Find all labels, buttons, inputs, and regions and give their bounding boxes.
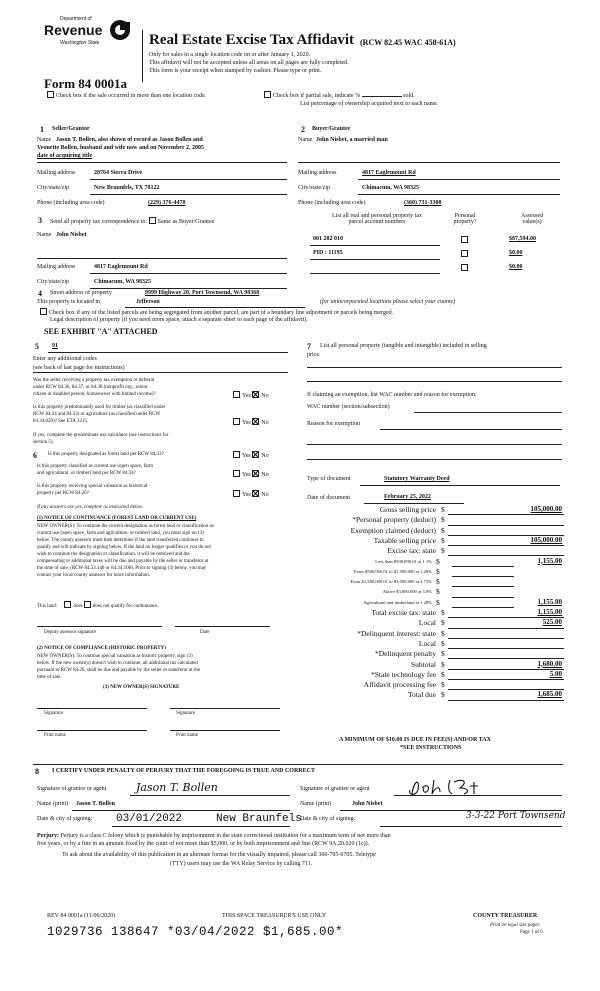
- yes-checkbox[interactable]: [233, 451, 240, 458]
- dollar-sign: $: [436, 566, 440, 576]
- dollar-sign: $: [441, 690, 445, 700]
- sec3-city-label: City/state/zip: [37, 279, 69, 285]
- tax-row-label: Total excise tax: state: [371, 608, 436, 617]
- seller-heading: Seller/Grantor: [52, 126, 90, 132]
- exemption-label: If claiming an exemption, list WAC number and reason for exemption.: [307, 392, 477, 398]
- form-title-ref: (RCW 82.45 WAC 458-61A): [360, 38, 456, 47]
- grantor-signature-label: Signature of grantor or agent: [37, 786, 107, 792]
- located-note: (for unincorporated locations please select your county): [320, 299, 456, 305]
- tax-row-label: *State technology fee: [371, 669, 436, 679]
- q-timber-answer[interactable]: Yes No: [233, 418, 269, 426]
- yes-checkbox[interactable]: [233, 490, 240, 497]
- located-county: Jefferson: [136, 299, 160, 305]
- multi-location-check[interactable]: Check box if the sale occurred in more than one location code.: [47, 91, 206, 99]
- minimum-fee-note: A MINIMUM OF $10.00 IS DUE IN FEE(S) AND/OR TAX: [339, 737, 491, 743]
- tax-row: [300, 649, 564, 659]
- grantor-date: 03/01/2022: [116, 813, 183, 825]
- personal-property-checkbox[interactable]: [461, 250, 470, 258]
- new-owner-signature-title: (3) NEW OWNER(S) SIGNATURE: [103, 685, 180, 690]
- tax-row: [300, 536, 564, 546]
- section-1-number: 1: [40, 125, 44, 134]
- tax-row: [300, 690, 564, 700]
- county-treasurer: COUNTY TREASURER: [473, 913, 538, 919]
- dollar-sign: $: [441, 628, 445, 638]
- new-owner-signature-label: Signature: [44, 711, 64, 716]
- tax-row: [300, 629, 564, 639]
- assessed-value: $87,594.00: [509, 236, 536, 242]
- personal-property-checkbox[interactable]: [461, 236, 470, 244]
- print-legal-note: Print on legal size paper.: [490, 923, 541, 928]
- tax-row-value: 5.00: [549, 669, 562, 678]
- dollar-sign: $: [441, 535, 445, 545]
- grantor-signature: Jason T. Bollen: [136, 781, 218, 794]
- grantee-signature-label: Signature of grantee or agent: [300, 786, 370, 792]
- buyer-name-label: Name: [298, 137, 313, 143]
- tax-correspondence: Send all property tax correspondence to: Same as Buyer/Grantee: [50, 219, 215, 225]
- seller-name-3: date of acquiring title: [37, 153, 93, 159]
- tax-row: [300, 567, 564, 577]
- segregation-check[interactable]: Check box if any of the listed parcels are being segregated from another parcel, are part of a boundary line adjustment or parcels being merged.: [40, 308, 393, 316]
- buyer-phone-label: Phone (including area code): [298, 200, 366, 206]
- header-note-1: Only for sales in a single location code on or after January 1, 2020.: [149, 52, 311, 58]
- tax-row-label: Subtotal: [410, 659, 436, 669]
- doc-type-label: Type of document: [307, 476, 351, 482]
- tax-row: [300, 680, 564, 690]
- seller-mail: 28764 Sierra Drive: [94, 170, 143, 176]
- tax-row-value: 525.00: [542, 618, 562, 627]
- tax-row-value: 1,155.00: [537, 608, 562, 616]
- tax-row: [300, 505, 564, 515]
- dollar-sign: $: [436, 587, 440, 597]
- dollar-sign: $: [436, 556, 440, 566]
- buyer-heading: Buyer/Grantee: [312, 126, 351, 132]
- section-8-number: 8: [35, 767, 39, 776]
- buyer-city-label: City/state/zip: [298, 185, 330, 191]
- yes-checkbox[interactable]: [233, 391, 240, 398]
- header-note-2: This affidavit will not be accepted unless all areas on all pages are fully completed.: [149, 60, 349, 66]
- section-7-number: 7: [307, 342, 311, 351]
- exhibit-text: SEE EXHIBIT "A" ATTACHED: [44, 327, 158, 336]
- tax-row-label: Less than $500,000.01 at 1.1%: [375, 558, 432, 564]
- checkbox-icon[interactable]: [264, 91, 271, 98]
- q-forest-answer[interactable]: Yes No: [233, 451, 269, 459]
- reason-label: Reason for exemption: [307, 421, 360, 427]
- page-number: Page 1 of 6: [520, 930, 543, 935]
- does-checkbox[interactable]: [64, 601, 71, 608]
- grantor-date-label: Date & city of signing:: [37, 816, 93, 822]
- deputy-signature-label: Deputy assessor signature: [44, 630, 96, 635]
- tax-row-label: Exemption claimed (deduct): [350, 525, 436, 535]
- section-3-number: 3: [38, 216, 42, 225]
- tax-row-label: Agricultural and timberland at 1.28%: [363, 599, 432, 605]
- tax-row: [300, 670, 564, 680]
- seller-phone-label: Phone (including area code): [37, 200, 105, 206]
- treasurer-use: THIS SPACE TREASURER'S USE ONLY: [222, 913, 327, 919]
- parcel-number: 001 282 010: [313, 236, 343, 242]
- notice-compliance-text: NEW OWNER(S): To continue special valuation as historic property, sign (3) below. If the new owner(s) doesn't wish to continue, all additional tax calculated pursuant to RCW 84.26, shall be due and payable by the seller or transferor at the time of sale.: [37, 654, 201, 680]
- tax-row-label: Above $3,000,000 at 3.0%: [382, 589, 432, 595]
- certify-statement: I CERTIFY UNDER PENALTY OF PERJURY THAT THE FOREGOING IS TRUE AND CORRECT: [52, 768, 315, 774]
- if-yes-note: If any answers are yes, complete as instructed below.: [37, 505, 144, 510]
- buyer-name: John Nisbet, a married man: [316, 137, 388, 143]
- grantor-name: Jason T. Bollen: [76, 801, 115, 807]
- q-forest: Is this property designated as forest land per RCW 84.33?: [48, 452, 164, 457]
- see-instructions: *SEE INSTRUCTIONS: [400, 745, 462, 751]
- parcel-header-2: Personal property?: [453, 213, 477, 225]
- buyer-city: Chimacum, WA 98325: [362, 185, 420, 191]
- availability-notice: To ask about the availability of this publication in an alternate format for the visually impaired, please call 360-705-6705. Teletype (TTY) users may use the WA Relay Service by calling 711.: [62, 852, 376, 867]
- checkbox-icon[interactable]: [40, 308, 47, 315]
- q-timber: Is this property predominantly used for timber (as classified under RCW 84.34 and 84.33) or agriculture (as classified under RCW 84.34.020)? See ETA 3215.: [33, 405, 166, 424]
- seller-city: New Braunfels, TX 78122: [94, 185, 160, 191]
- grantee-date-label: Date & city of signing:: [300, 816, 356, 822]
- tax-row-value: 1,155.00: [537, 597, 562, 606]
- seller-city-label: City/state/zip: [37, 185, 69, 191]
- parcel-number: PID : 11195: [313, 250, 343, 256]
- location-code: 91: [52, 343, 58, 349]
- tax-row-label: Total due: [407, 690, 436, 700]
- tax-row: [300, 587, 564, 597]
- tax-row-label: Taxable selling price: [373, 535, 436, 545]
- tax-row: [300, 660, 564, 670]
- perjury-notice: Perjury: Perjury is a class C felony which is punishable by imprisonment in the state correctional institution for a maximum term of not more than five years, or by a fine in an amount fixed by the court of not more than $5,000, or by both imprisonment and fine (RCW 9A.20.020 (1c)).: [37, 833, 391, 847]
- dollar-sign: $: [441, 515, 445, 525]
- dollar-sign: $: [441, 669, 445, 679]
- sec3-name-label: Name: [37, 232, 52, 238]
- treasurer-stamp: 1029736 138647 *03/04/2022 $1,685.00*: [47, 925, 344, 939]
- dollar-sign: $: [441, 649, 445, 659]
- tax-row: [300, 515, 564, 525]
- revenue-logo-icon: [110, 20, 130, 40]
- notice-continuance-text: NEW OWNER(S): To continue the current designation as forest land or classification as current use (open space, farm and agriculture, or timber) land, you must sign on (3) below. The county assessor must then determine if the land transferred continues to qualify and will indicate by signing below. If the land no longer qualifies or you do not wish to continue the designation or classification, it will be removed and the compensating or additional taxes will be due and payable by the seller or transferor at the time of sale. (RCW 84.33.140 or 84.34.108). Prior to signing (3) below, you may contact your local county assessor for more information.: [37, 524, 214, 578]
- q-predominate: If yes, complete the predominate use calculator (see instructions for section 5).: [33, 433, 169, 445]
- seller-name: Jason T. Bollen, also shown of record as Jason Bollen and: [56, 137, 203, 143]
- tax-row: [300, 577, 564, 587]
- dollar-sign: $: [436, 577, 440, 587]
- yes-checkbox[interactable]: [233, 418, 240, 425]
- no-checkbox[interactable]: [252, 391, 259, 398]
- sec3-name: John Nisbet: [56, 232, 87, 238]
- tax-row: [300, 598, 564, 608]
- section-2-number: 2: [301, 125, 305, 134]
- q-exemption: Was the seller receiving a property tax exemption or deferral under RCW 84.36, 84.37, or 84.38 (nonprofit org., senior citizen or disabled person, homeowner with limited income)?: [33, 378, 156, 397]
- tax-row-value: 1,685.00: [537, 690, 562, 699]
- dollar-sign: $: [441, 638, 445, 648]
- deputy-date-label: Date: [200, 630, 210, 635]
- tax-row-label: Excise tax: state: [387, 546, 436, 556]
- q-historic-answer[interactable]: Yes No: [233, 490, 269, 498]
- no-checkbox[interactable]: [252, 470, 259, 477]
- tax-row-label: Local: [418, 618, 436, 628]
- legal-description-label: Legal description of property (if you need more space, attach a separate sheet to each page of the affidavit).: [50, 317, 308, 323]
- sec3-mail-label: Mailing address: [37, 264, 76, 270]
- see-back-note: (see back of last page for instructions): [33, 365, 125, 371]
- grantee-date-city: 3-3-22 Port Townsend: [466, 811, 566, 821]
- no-checkbox[interactable]: [252, 418, 259, 425]
- tax-row-label: *Delinquent penalty: [374, 649, 436, 659]
- section-4-number: 4: [38, 289, 42, 298]
- street-address: 9999 Highway 20, Port Townsend, WA 98368: [145, 290, 260, 296]
- tax-row: [300, 557, 564, 567]
- street-address-label: Street address of property: [50, 290, 112, 296]
- assessed-value: $0.00: [509, 250, 523, 256]
- new-owner-signature-label: Signature: [176, 711, 196, 716]
- q-historic: Is this property receiving special valuation as historical property per RCW 84.26?: [37, 484, 148, 496]
- parcel-header-3: Assessed value(s): [521, 213, 543, 225]
- seller-mail-label: Mailing address: [37, 170, 76, 176]
- tax-row-label: *Delinquent interest: state: [357, 628, 436, 638]
- assessed-value: $0.00: [509, 264, 523, 270]
- personal-property-label: List all personal property (tangible and intangible) included in selling: [320, 343, 487, 349]
- notice-compliance-title: (2) NOTICE OF COMPLIANCE (HISTORIC PROPERTY): [37, 646, 166, 651]
- tax-row-value: 105,000.00: [530, 505, 562, 513]
- dollar-sign: $: [441, 659, 445, 669]
- q-current-use-answer[interactable]: Yes No: [233, 470, 269, 478]
- dept-state: Washington State: [60, 40, 100, 46]
- form-revision: REV 84 0001a (11/06/2020): [47, 913, 116, 919]
- buyer-phone: (360) 731-3308: [404, 200, 442, 206]
- print-name-label: Print name: [44, 733, 66, 738]
- section-5-number: 5: [35, 342, 39, 351]
- personal-property-label-2: price.: [307, 352, 321, 358]
- tax-row-label: Local: [418, 638, 436, 648]
- tax-row: [300, 618, 564, 628]
- doc-type: Statutory Warranty Deed: [384, 476, 450, 482]
- dept-line1: Department of: [60, 16, 92, 22]
- this-land-choice: This land: does does not qualify for continuance.: [37, 601, 159, 609]
- dept-revenue: Revenue: [44, 22, 103, 38]
- tax-row-label: Gross selling price: [379, 505, 436, 514]
- section-6-number: 6: [33, 451, 37, 460]
- sec3-mail: 4817 Eaglemount Rd: [94, 264, 148, 270]
- additional-codes-label: Enter any additional codes: [33, 356, 97, 362]
- tax-row-value: 1,680.00: [537, 659, 562, 668]
- q-current-use: Is this property classified as current use (open space, farm and agricultural, or timber) land per RCW 84.34?: [37, 464, 154, 476]
- dollar-sign: $: [441, 505, 445, 514]
- seller-phone: (229) 376-4470: [148, 200, 186, 206]
- same-as-buyer-checkbox[interactable]: [149, 217, 156, 224]
- dollar-sign: $: [441, 608, 445, 617]
- header-note-3: This form is your receipt when stamped by cashier. Please type or print.: [149, 68, 322, 74]
- buyer-mail: 4817 Eaglemount Rd: [362, 170, 416, 176]
- wac-label: WAC number (section/subsection): [307, 404, 390, 410]
- doc-date-label: Date of document: [307, 495, 350, 501]
- tax-row-label: From $500,000.01 to $1,500,000 at 1.28%: [353, 568, 432, 574]
- doc-date: February 25, 2022: [384, 494, 431, 500]
- dollar-sign: $: [441, 618, 445, 628]
- department-logo: [44, 16, 136, 62]
- tax-row: [300, 526, 564, 536]
- tax-row: [300, 546, 564, 556]
- dollar-sign: $: [441, 680, 445, 690]
- no-checkbox[interactable]: [252, 490, 259, 497]
- dollar-sign: $: [441, 525, 445, 535]
- q-exemption-answer[interactable]: Yes No: [233, 391, 269, 399]
- grantee-name-label: Name (print): [300, 801, 332, 807]
- grantor-city: New Braunfels: [216, 813, 302, 825]
- tax-row-label: Affidavit processing fee: [363, 680, 436, 690]
- sec3-city: Chimacum, WA 98325: [94, 279, 152, 285]
- ownership-note: List percentage of ownership acquired next to each name.: [300, 101, 439, 107]
- tax-row-value: 1,155.00: [537, 556, 562, 565]
- dollar-sign: $: [441, 546, 445, 556]
- print-name-label: Print name: [176, 733, 198, 738]
- form-number: Form 84 0001a: [44, 76, 128, 91]
- buyer-mail-label: Mailing address: [298, 170, 337, 176]
- tax-row-value: 105,000.00: [530, 535, 562, 544]
- seller-name-label: Name: [37, 137, 52, 143]
- grantee-name: John Nisbet: [352, 801, 383, 807]
- personal-property-checkbox[interactable]: [461, 264, 470, 272]
- parcel-header-1: List all real and personal property tax parcel account numbers: [332, 213, 422, 225]
- no-checkbox[interactable]: [252, 451, 259, 458]
- yes-checkbox[interactable]: [233, 470, 240, 477]
- does-not-checkbox[interactable]: [84, 601, 91, 608]
- tax-row-line: [448, 700, 564, 701]
- tax-row-label: From $1,500,000.01 to $3,000,000 at 2.75%: [350, 579, 432, 585]
- dollar-sign: $: [436, 597, 440, 607]
- seller-name-2: Veonette Bollen, husband and wife now and on November 2, 2005: [37, 145, 205, 151]
- tax-row: [300, 608, 564, 618]
- grantor-name-label: Name (print): [37, 801, 69, 807]
- partial-sale-check[interactable]: Check box if partial sale, indicate % sold.: [264, 91, 415, 99]
- checkbox-icon[interactable]: [47, 91, 54, 98]
- form-title: Real Estate Excise Tax Affidavit: [149, 32, 354, 48]
- tax-row: [300, 639, 564, 649]
- located-label: This property is located in: [37, 299, 100, 305]
- tax-row-label: *Personal property (deduct): [352, 515, 436, 525]
- notice-continuance-title: (1) NOTICE OF CONTINUANCE (FOREST LAND OR CURRENT USE): [37, 516, 197, 521]
